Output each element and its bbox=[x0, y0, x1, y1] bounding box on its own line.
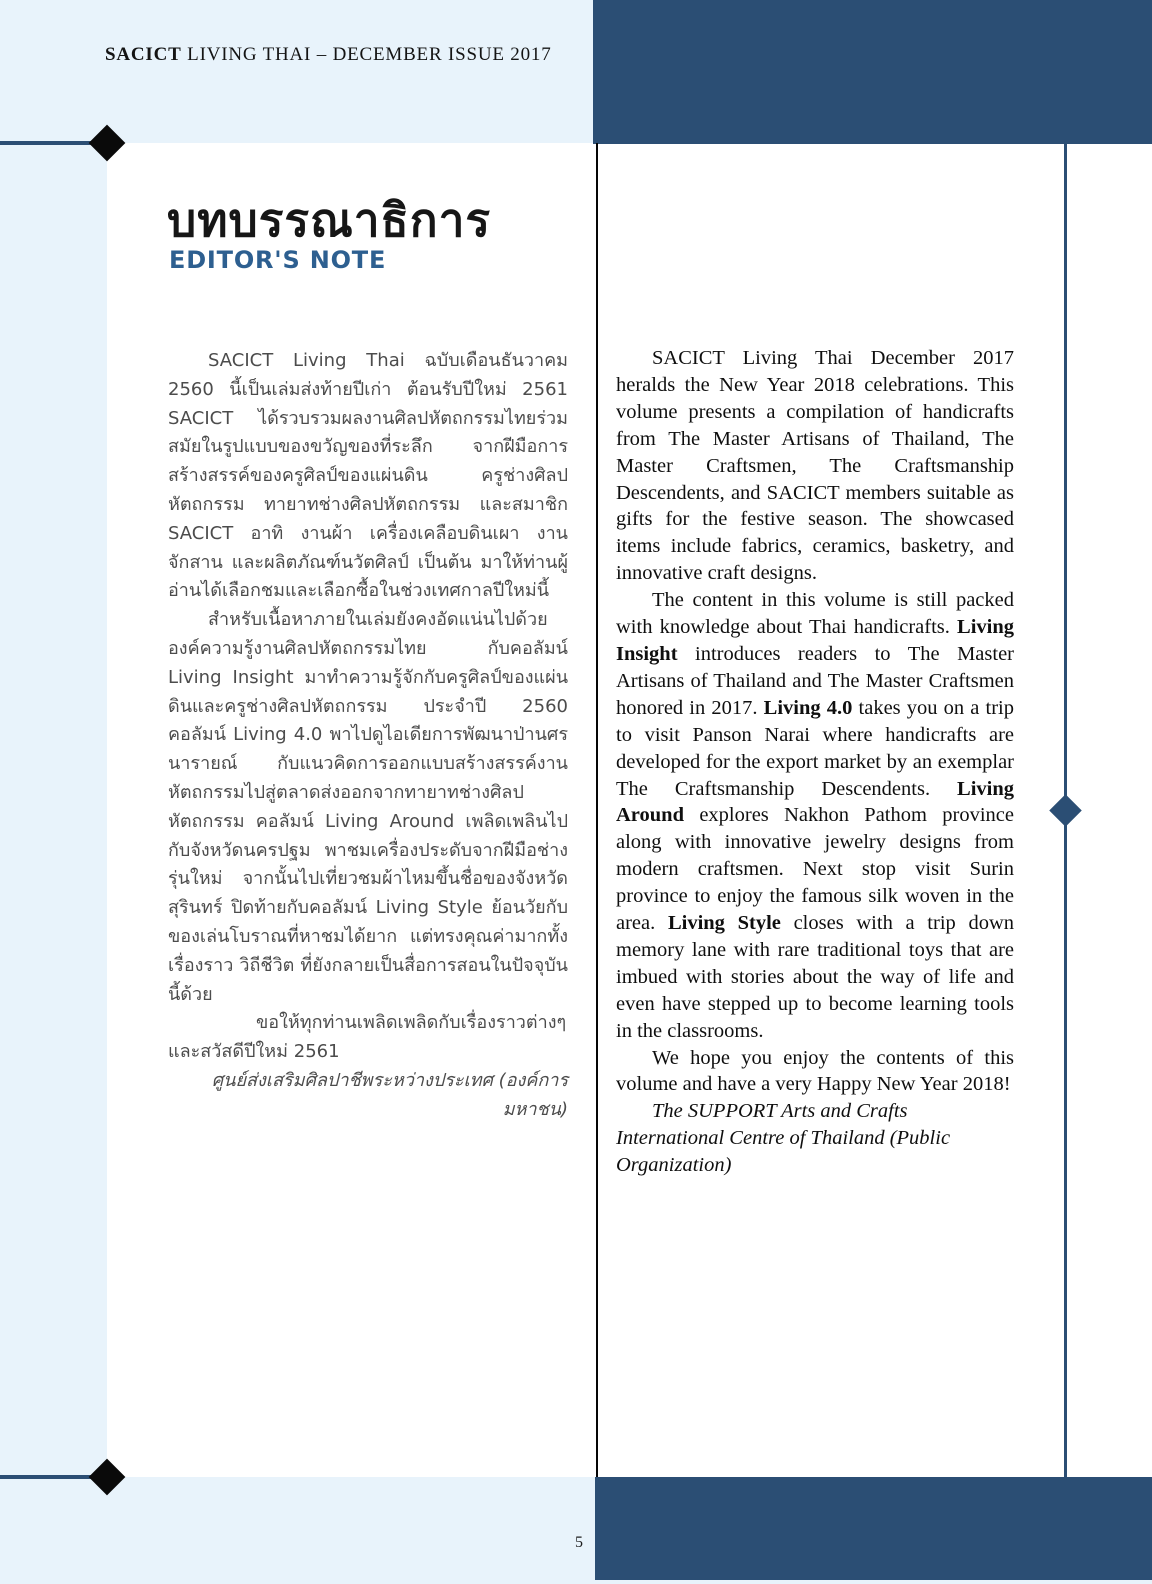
column-name-living-4-0: Living 4.0 bbox=[763, 696, 853, 719]
thai-signature: ศูนย์ส่งเสริมศิลปาชีพระหว่างประเทศ (องค์การมหาชน) bbox=[211, 1069, 568, 1120]
english-p2-seg: The content in this volume is still packed with knowledge about Thai handicrafts. bbox=[616, 589, 1014, 639]
column-name-living-around: Living Around bbox=[616, 777, 1014, 827]
thai-paragraph-3: ขอให้ทุกท่านเพลิดเพลิดกับเรื่องราวต่างๆ และสวัสดีปีใหม่ 2561 bbox=[168, 1012, 567, 1063]
top-right-color-block bbox=[593, 0, 1152, 144]
english-p2-seg: closes with a trip down memory lane with rare traditional toys that are imbued with stories about the way of life and even have stepped up to become learning tools in the classrooms. bbox=[616, 912, 1015, 1042]
column-name-living-style: Living Style bbox=[667, 912, 781, 935]
magazine-brand: SACICT bbox=[105, 44, 182, 65]
english-paragraph-3: We hope you enjoy the contents of this volume and have a very Happy New Year 2018! bbox=[616, 1046, 1014, 1096]
page-number: 5 bbox=[575, 1534, 583, 1551]
column-name-living-insight: Living Insight bbox=[616, 616, 1014, 665]
english-paragraph-2 bbox=[616, 587, 1014, 1044]
english-paragraph-1: SACICT Living Thai December 2017 heralds the New Year 2018 celebrations. This volume presents a compilation of handicrafts from The Master Artisans of Thailand, The Master Craftsmen, The Craftsmanship Descendents, and SACICT members suitable as gifts for the festive season. The showcased items include fabrics, ceramics, basketry, and innovative craft designs. bbox=[616, 347, 1014, 585]
english-p2-seg: introduces readers to The Master Artisans of Thailand and The Master Craftsmen honored in 2017. bbox=[616, 642, 1014, 719]
bottom-left-rule bbox=[0, 1475, 97, 1479]
english-p2-seg: explores Nakhon Pathom province along with innovative jewelry designs from modern craftsmen. Next stop visit Surin province to enjoy the famous silk woven in the area. bbox=[616, 804, 1014, 935]
section-title-english: EDITOR'S NOTE bbox=[169, 246, 387, 274]
thai-paragraph-2: สำหรับเนื้อหาภายในเล่มยังคงอัดแน่นไปด้วยองค์ความรู้งานศิลปหัตถกรรมไทย กับคอลัมน์ Living Insight มาทำความรู้จักกับครูศิลป์ของแผ่นดินและครูช่างศิลปหัตถกรรม ประจำปี 2560 คอลัมน์ Living 4.0 พาไปดูไอเดียการพัฒนาป่านศรนารายณ์ กับแนวคิดการออกแบบสร้างสรรค์งานหัตถกรรมไปสู่ตลาดส่งออกจากทายาทช่างศิลปหัตถกรรม คอลัมน์ Living Around เพลิดเพลินไปกับจังหวัดนครปฐม พาชมเครื่องประดับจากฝีมือช่างรุ่นใหม่ จากนั้นไปเที่ยวชมผ้าไหมขึ้นชื่อของจังหวัดสุรินทร์ ปิดท้ายกับคอลัมน์ Living Style ย้อนวัยกับของเล่นโบราณที่หาชมได้ยาก แต่ทรงคุณค่ามากทั้งเรื่องราว วิถีชีวิต ที่ยังกลายเป็นสื่อการสอนในปัจจุบันนี้ด้วย bbox=[168, 609, 568, 1005]
top-left-rule bbox=[0, 141, 97, 145]
bottom-right-color-block bbox=[595, 1477, 1152, 1580]
running-header bbox=[105, 44, 552, 66]
thai-column bbox=[168, 347, 568, 1125]
english-column bbox=[616, 345, 1014, 1179]
english-p2-seg: takes you on a trip to visit Panson Narai where handicrafts are developed for the export market by an exemplar The Craftsmanship Descendents. bbox=[616, 696, 1014, 800]
english-signature: The SUPPORT Arts and Crafts International Centre of Thailand (Public Organization) bbox=[616, 1100, 951, 1177]
thai-paragraph-1: SACICT Living Thai ฉบับเดือนธันวาคม 2560 นี้เป็นเล่มส่งท้ายปีเก่า ต้อนรับปีใหม่ 2561 SACICT ได้รวบรวมผลงานศิลปหัตถกรรมไทยร่วมสมัยในรูปแบบของขวัญของที่ระลึก จากฝีมือการสร้างสรรค์ของครูศิลป์ของแผ่นดิน ครูช่างศิลปหัตถกรรม ทายาทช่างศิลปหัตถกรรม และสมาชิก SACICT อาทิ งานผ้า เครื่องเคลือบดินเผา งานจักสาน และผลิตภัณฑ์นวัตศิลป์ เป็นต้น มาให้ท่านผู้อ่านได้เลือกชมและเลือกซื้อในช่วงเทศกาลปีใหม่นี้ bbox=[168, 350, 568, 602]
column-divider-rule bbox=[596, 143, 598, 1477]
issue-label: LIVING THAI – DECEMBER ISSUE 2017 bbox=[181, 44, 552, 65]
section-title-thai: บทบรรณาธิการ bbox=[167, 193, 492, 247]
